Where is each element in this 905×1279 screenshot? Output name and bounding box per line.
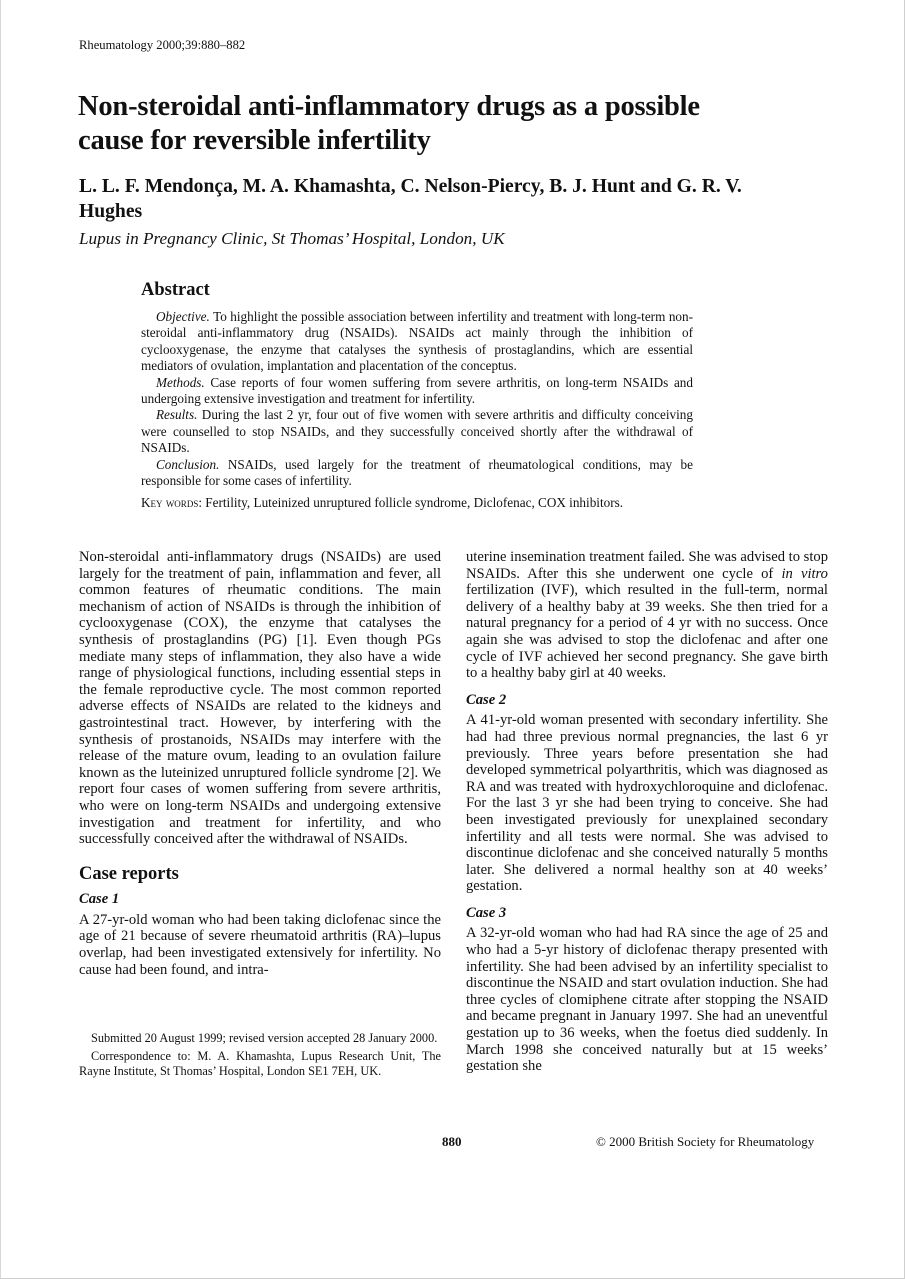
keywords-label: Key words:	[141, 495, 202, 511]
case-1-heading: Case 1	[79, 891, 120, 908]
abstract-methods	[141, 375, 693, 408]
footnotes	[79, 1031, 441, 1083]
case-1-text-start: A 27-yr-old woman who had been taking diclofenac since the age of 21 because of severe rheumatoid arthritis (RA)–lupus overlap, had been investigated extensively for infertility. No cause had been found, and intra-	[79, 911, 441, 978]
case-3-text: A 32-yr-old woman who had had RA since the age of 25 and who had a 5-yr history of diclofenac therapy presented with infertility. She had been advised by an infertility specialist to discontinue the NSAID and start ovulation induction. She had three cycles of clomiphene citrate after stopping the NSAID and became pregnant in January 1997. She had an uneventful gestation up to 36 weeks, when the foetus died suddenly. In March 1998 she conceived naturally but at 15 weeks’ gestation she	[466, 925, 828, 1075]
keywords-text: Fertility, Luteinized unruptured follicle syndrome, Diclofenac, COX inhibitors.	[201, 495, 624, 511]
journal-reference: Rheumatology 2000;39:880–882	[79, 38, 246, 52]
results-label: Results.	[156, 407, 198, 423]
copyright-notice: © 2000 British Society for Rheumatology	[596, 1134, 815, 1149]
keywords	[141, 495, 693, 511]
abstract-results	[141, 407, 693, 456]
case-3-heading: Case 3	[466, 904, 507, 921]
submission-note: Submitted 20 August 1999; revised version accepted 28 January 2000.	[91, 1031, 438, 1045]
case-1-text-part-1: uterine insemination treatment failed. She was advised to stop NSAIDs. After this she underwent one cycle of	[466, 549, 828, 582]
case-2-text: A 41-yr-old woman presented with secondary infertility. She had had three previous normal pregnancies, the last 6 yr previously. Three years before presentation she had developed symmetrical polyarthritis, which was diagnosed as RA and was treated with hydroxychloroquine and diclofenac. For the last 3 yr she had been trying to conceive. She had been investigated previously for unexplained secondary infertility and all tests were normal. She was advised to discontinue diclofenac and she conceived naturally 5 months later. She delivered a normal healthy son at 40 weeks’ gestation.	[466, 712, 828, 895]
abstract-conclusion	[141, 457, 693, 490]
introduction-paragraph: Non-steroidal anti-inflammatory drugs (NSAIDs) are used largely for the treatment of pain, inflammation and fever, all common features of rheumatic conditions. The main mechanism of action of NSAIDs is through the inhibition of cyclooxygenase (COX), the enzyme that catalyses the synthesis of prostaglandins (PG) [1]. Even though PGs mediate many steps of inflammation, they also have a wide range of physiological functions, including essential steps in the female reproductive cycle. The most common reported adverse effects of NSAIDs are related to the kidneys and gastrointestinal tract. However, by interfering with the synthesis of prostanoids, NSAIDs may interfere with the release of the mature ovum, leading to an ovulation failure known as the luteinized unruptured follicle syndrome [2]. We report four cases of women suffering from severe arthritis, who were on long-term NSAIDs and undergoing extensive investigation and treatment for infertility, and who successfully conceived after the withdrawal of NSAIDs.	[79, 549, 441, 848]
objective-label: Objective.	[156, 309, 210, 324]
case-1-text-part-2: fertilization (IVF), which resulted in the full-term, normal delivery of a healthy baby at 39 weeks. She then tried for a natural pregnancy for a period of 4 yr with no success. Once again she was advised to stop the diclofenac and after one cycle of IVF achieved her second pregnancy. She gave birth to a healthy baby girl at 40 weeks.	[466, 582, 828, 682]
abstract-body	[141, 309, 693, 512]
conclusion-text: NSAIDs, used largely for the treatment of rheumatological conditions, may be responsible for some cases of infertility.	[141, 456, 693, 489]
abstract-heading: Abstract	[141, 280, 210, 300]
methods-text: Case reports of four women suffering from severe arthritis, on long-term NSAIDs and undergoing extensive investigation and treatment for infertility.	[141, 374, 693, 407]
abstract-objective	[141, 309, 693, 375]
case-2-heading: Case 2	[466, 691, 507, 708]
article-title: Non-steroidal anti-inflammatory drugs as a possible cause for reversible infertility	[78, 91, 700, 156]
objective-text: To highlight the possible association between infertility and treatment with long-term non-steroidal anti-inflammatory drug (NSAIDs). NSAIDs act mainly through the inhibition of cyclooxygenase, the enzyme that catalyses the synthesis of prostaglandins, which are essential mediators of ovulation, implantation and placentation of the conceptus.	[141, 309, 693, 374]
affiliation: Lupus in Pregnancy Clinic, St Thomas’ Hospital, London, UK	[79, 229, 505, 248]
case-reports-heading: Case reports	[79, 863, 179, 884]
right-column	[466, 549, 828, 1075]
correspondence-note: Correspondence to: M. A. Khamashta, Lupus Research Unit, The Rayne Institute, St Thomas’ Hospital, London SE1 7EH, UK.	[79, 1049, 441, 1079]
case-1-text-italic: in vitro	[781, 565, 828, 582]
page-number: 880	[442, 1134, 462, 1149]
methods-label: Methods.	[156, 374, 205, 390]
author-list: L. L. F. Mendonça, M. A. Khamashta, C. Nelson-Piercy, B. J. Hunt and G. R. V. Hughes	[79, 176, 742, 222]
conclusion-label: Conclusion.	[156, 456, 220, 472]
case-1-text-continued	[466, 549, 828, 682]
left-column	[79, 549, 441, 978]
results-text: During the last 2 yr, four out of five women with severe arthritis and difficulty conceiving were counselled to stop NSAIDs, and they successfully conceived shortly after the withdrawal of NSAIDs.	[141, 407, 693, 456]
